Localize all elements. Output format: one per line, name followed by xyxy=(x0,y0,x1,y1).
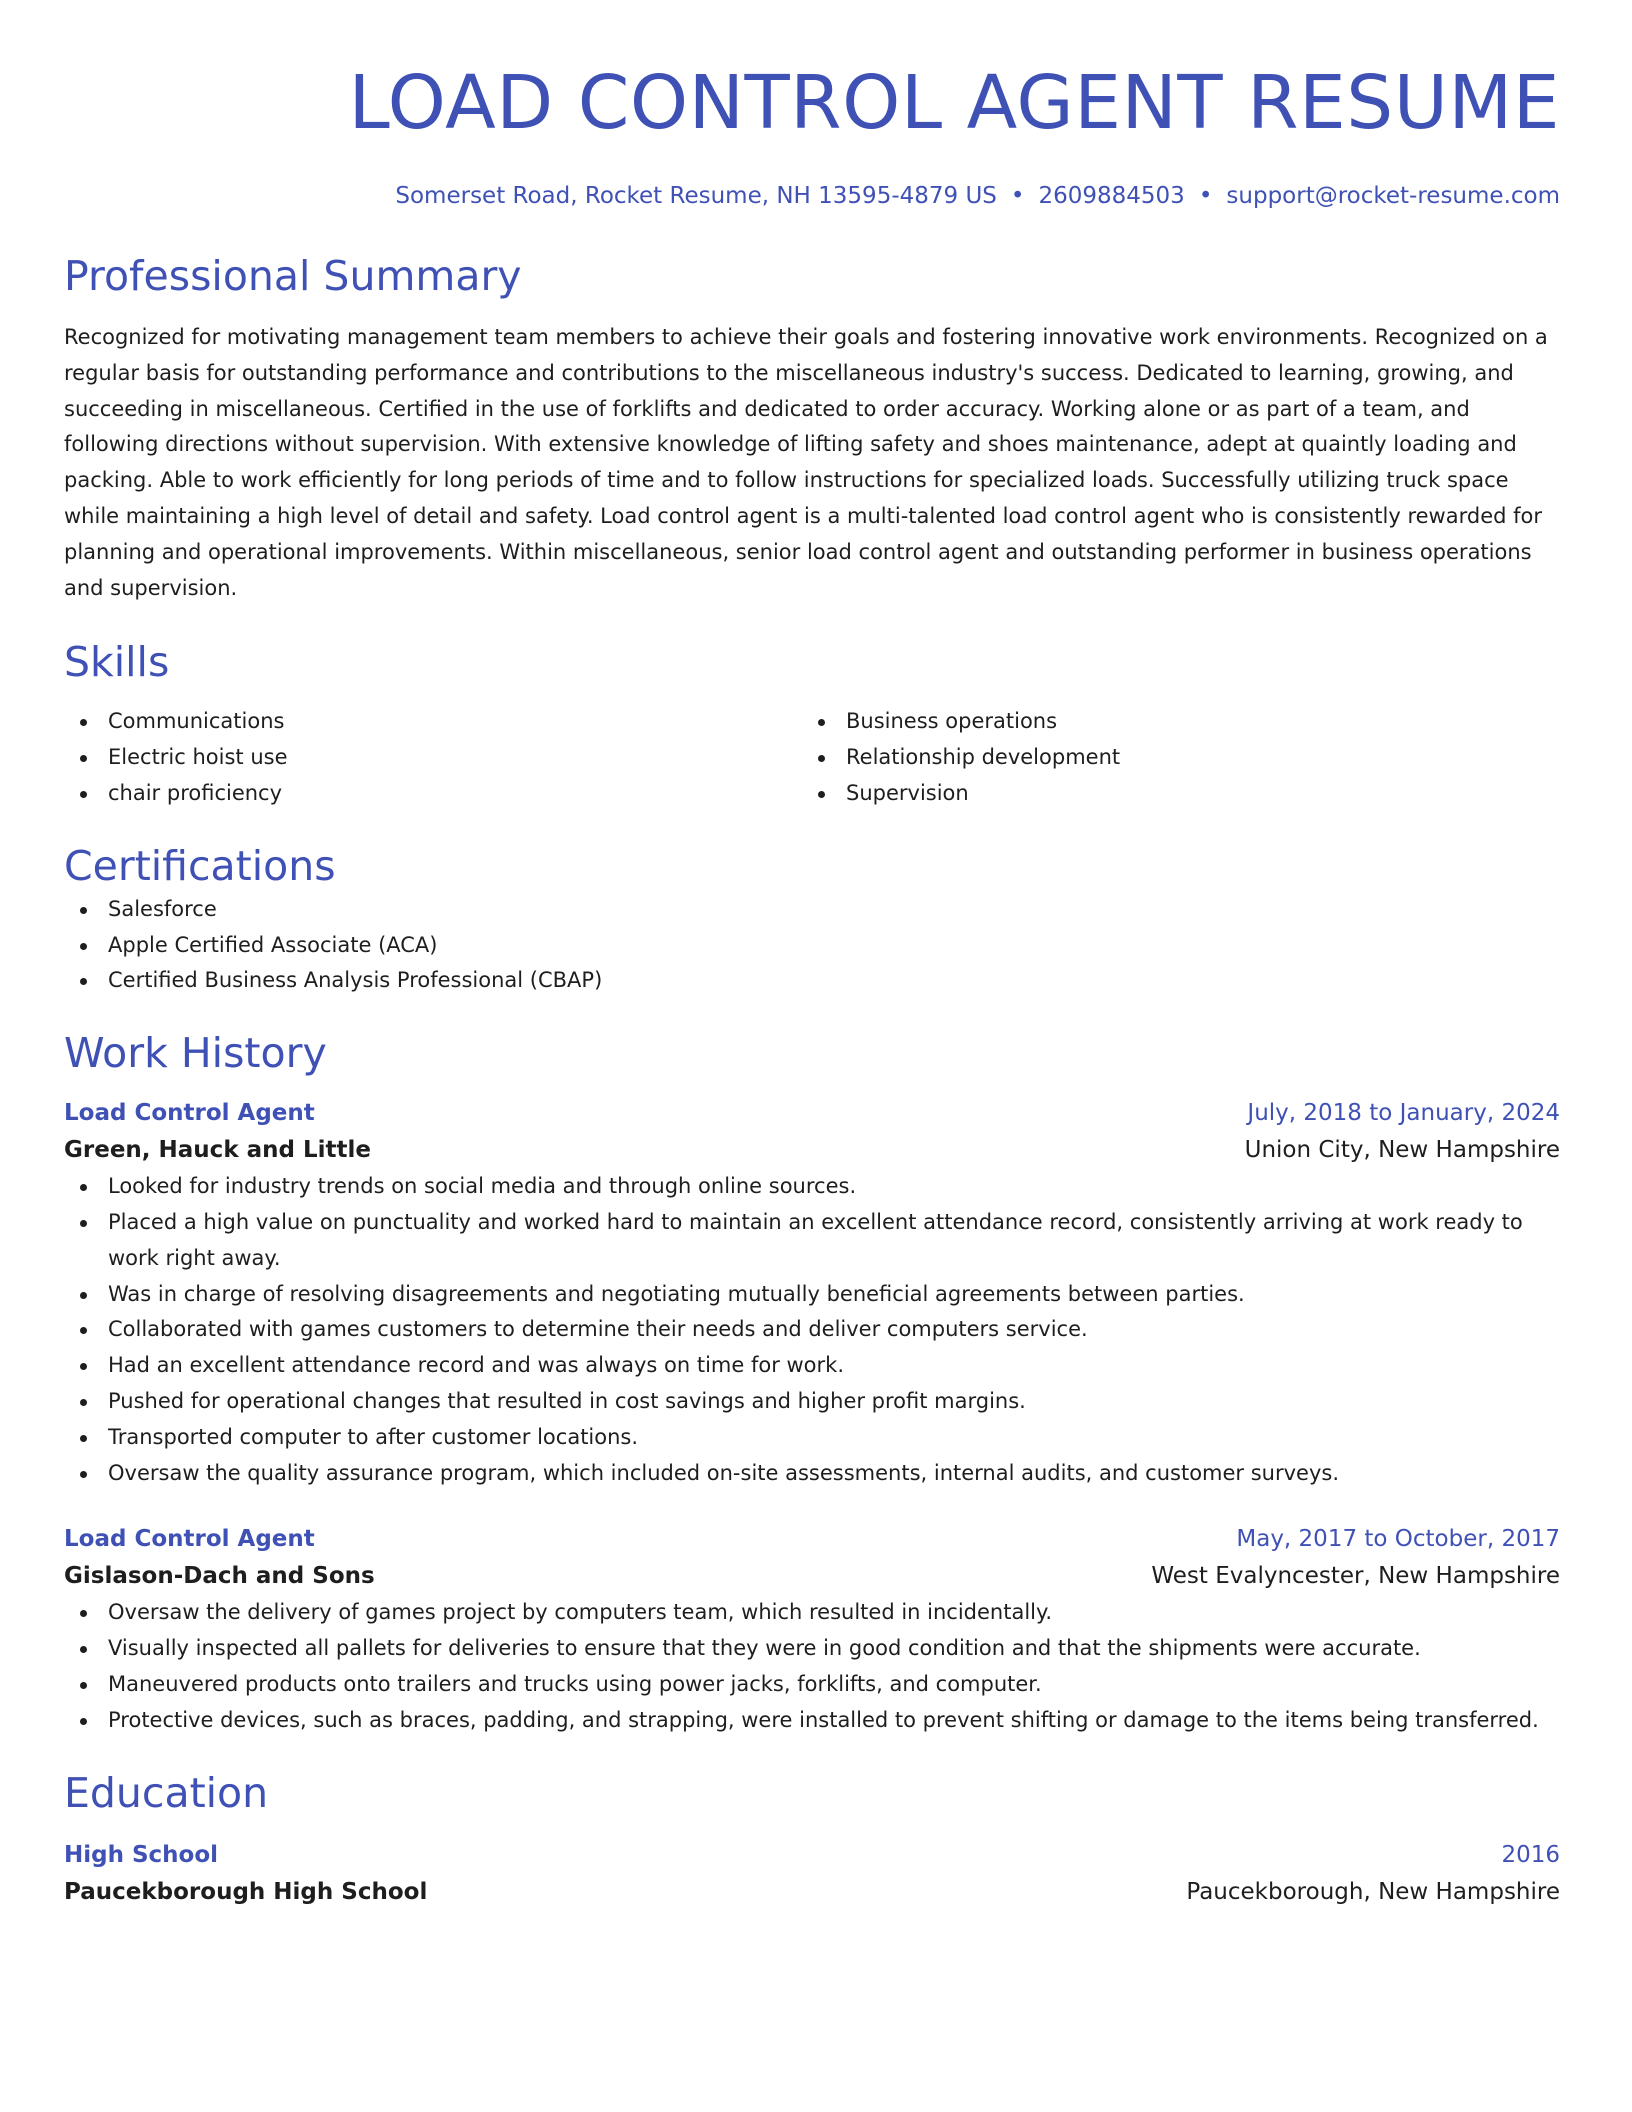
job-header-row xyxy=(64,1521,1560,1557)
education-degree: High School xyxy=(64,1841,219,1868)
contact-phone: 2609884503 xyxy=(1038,183,1185,209)
certification-item: Certified Business Analysis Professional (CBAP) xyxy=(64,963,1560,999)
skill-item: Supervision xyxy=(802,776,1540,812)
job-duty-item: Oversaw the quality assurance program, which included on-site assessments, internal audits, and customer surveys. xyxy=(64,1456,1560,1492)
job-duty-item: Protective devices, such as braces, padding, and strapping, were installed to prevent shifting or damage to the items being transferred. xyxy=(64,1703,1560,1739)
job-duty-item: Collaborated with games customers to determine their needs and deliver computers service. xyxy=(64,1312,1560,1348)
skills-list xyxy=(64,704,1560,811)
skill-item: Business operations xyxy=(802,704,1540,740)
job-duty-item: Had an excellent attendance record and was always on time for work. xyxy=(64,1348,1560,1384)
contact-separator: • xyxy=(1010,183,1025,209)
education-school: Paucekborough High School xyxy=(64,1878,428,1905)
contact-address: Somerset Road, Rocket Resume, NH 13595-4879 US xyxy=(395,183,997,209)
job-entry xyxy=(64,1095,1560,1491)
contact-separator: • xyxy=(1198,183,1213,209)
education-heading: Education xyxy=(64,1768,269,1817)
job-dates: July, 2018 to January, 2024 xyxy=(1247,1100,1560,1127)
job-company-row xyxy=(64,1131,1560,1169)
job-duties-list xyxy=(64,1169,1560,1491)
job-title: Load Control Agent xyxy=(64,1100,315,1127)
certification-item: Apple Certified Associate (ACA) xyxy=(64,928,1560,964)
summary-heading: Professional Summary xyxy=(64,252,522,300)
job-duty-item: Was in charge of resolving disagreements and negotiating mutually beneficial agreements between parties. xyxy=(64,1277,1560,1313)
job-company: Green, Hauck and Little xyxy=(64,1137,371,1164)
job-location: Union City, New Hampshire xyxy=(1244,1137,1560,1164)
job-entry xyxy=(64,1521,1560,1738)
skills-column-left xyxy=(64,704,802,811)
resume-page xyxy=(64,0,1560,1911)
job-duty-item: Pushed for operational changes that resulted in cost savings and higher profit margins. xyxy=(64,1384,1560,1420)
skill-item: Electric hoist use xyxy=(64,740,802,776)
job-duty-item: Placed a high value on punctuality and worked hard to maintain an excellent attendance record, consistently arriving at work ready to work right away. xyxy=(64,1205,1560,1277)
skill-item: chair proficiency xyxy=(64,776,802,812)
skills-column-right xyxy=(802,704,1540,811)
education-school-row xyxy=(64,1873,1560,1911)
job-duty-item: Visually inspected all pallets for deliveries to ensure that they were in good condition and that the shipments were accurate. xyxy=(64,1631,1560,1667)
job-header-row xyxy=(64,1095,1560,1131)
education-entry xyxy=(64,1837,1560,1911)
education-location: Paucekborough, New Hampshire xyxy=(1186,1878,1560,1905)
skill-item: Communications xyxy=(64,704,802,740)
certification-item: Salesforce xyxy=(64,892,1560,928)
job-duty-item: Transported computer to after customer locations. xyxy=(64,1420,1560,1456)
skill-item: Relationship development xyxy=(802,740,1540,776)
contact-line xyxy=(64,180,1560,212)
work-history-heading: Work History xyxy=(64,1029,327,1078)
job-company: Gislason-Dach and Sons xyxy=(64,1563,375,1590)
job-duty-item: Oversaw the delivery of games project by computers team, which resulted in incidentally. xyxy=(64,1595,1560,1631)
education-header-row xyxy=(64,1837,1560,1873)
contact-email[interactable]: support@rocket-resume.com xyxy=(1226,183,1560,209)
resume-title: LOAD CONTROL AGENT RESUME xyxy=(348,60,1560,146)
resume-header xyxy=(64,56,1560,212)
job-title: Load Control Agent xyxy=(64,1526,315,1553)
summary-text: Recognized for motivating management team members to achieve their goals and fostering innovative work environments. Recognized on a regular basis for outstanding performance and contributions to the miscellaneous industry's success. Dedicated to learning, growing, and succeeding in miscellaneous. Certified in the use of forklifts and dedicated to order accuracy. Working alone or as part of a team, and following directions without supervision. With extensive knowledge of lifting safety and shoes maintenance, adept at quaintly loading and packing. Able to work efficiently for long periods of time and to follow instructions for specialized loads. Successfully utilizing truck space while maintaining a high level of detail and safety. Load control agent is a multi-talented load control agent who is consistently rewarded for planning and operational improvements. Within miscellaneous, senior load control agent and outstanding performer in business operations and supervision. xyxy=(64,325,1548,600)
job-dates: May, 2017 to October, 2017 xyxy=(1236,1526,1560,1553)
certifications-list xyxy=(64,892,1560,999)
job-company-row xyxy=(64,1557,1560,1595)
education-year: 2016 xyxy=(1501,1841,1560,1868)
job-duties-list xyxy=(64,1595,1560,1738)
job-duty-item: Looked for industry trends on social media and through online sources. xyxy=(64,1169,1560,1205)
job-duty-item: Maneuvered products onto trailers and trucks using power jacks, forklifts, and computer. xyxy=(64,1667,1560,1703)
job-location: West Evalyncester, New Hampshire xyxy=(1151,1563,1560,1590)
certifications-heading: Certifications xyxy=(64,841,336,890)
skills-heading: Skills xyxy=(64,638,170,687)
